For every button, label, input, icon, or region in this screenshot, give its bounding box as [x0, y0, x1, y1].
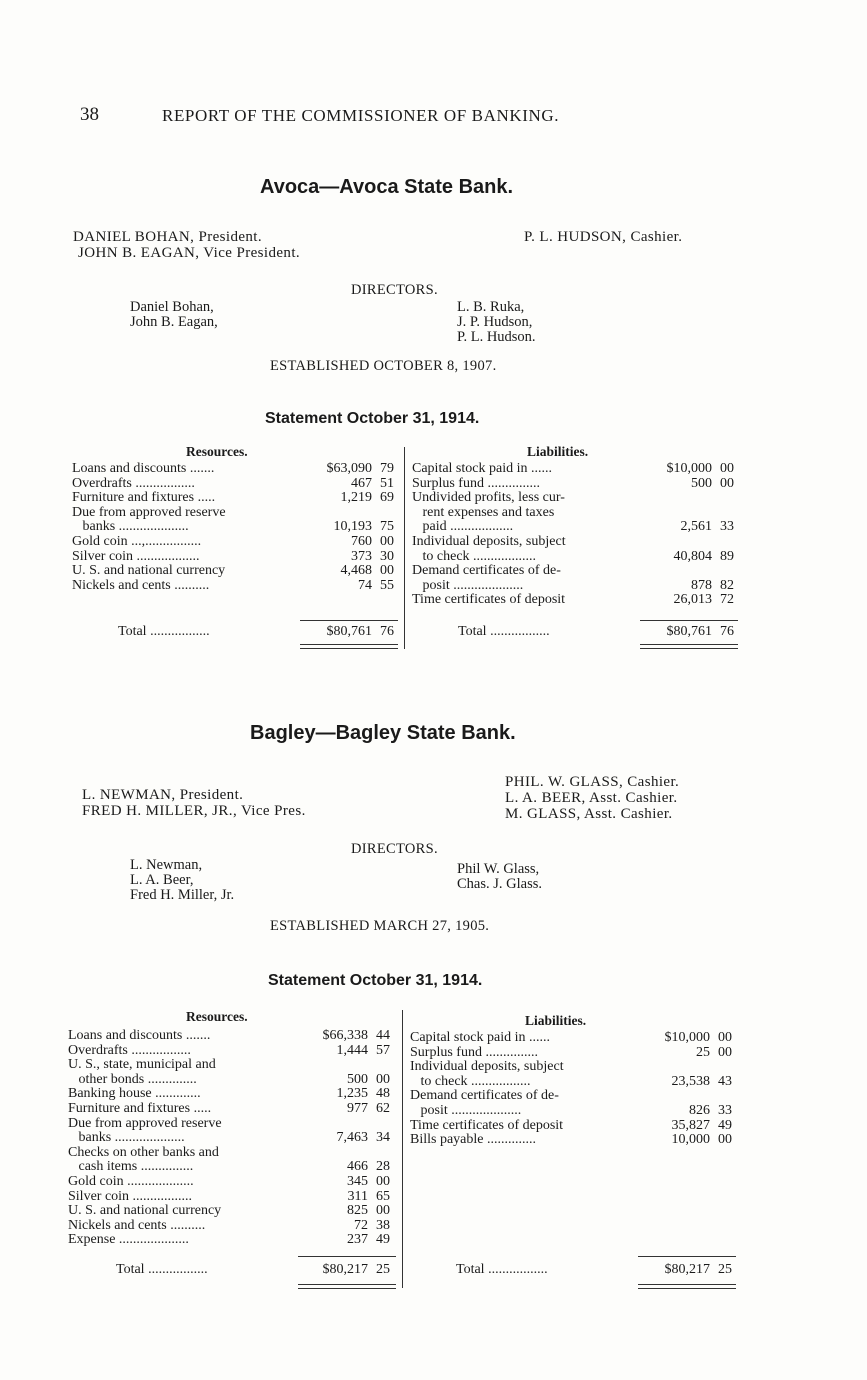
liabilities-table — [412, 462, 742, 608]
table-row — [412, 520, 742, 535]
table-row — [68, 1087, 398, 1102]
amount-cents: 00 — [718, 1132, 732, 1148]
row-label: Individual deposits, subject — [410, 1059, 564, 1075]
column-divider — [404, 447, 405, 649]
total-rule — [640, 620, 738, 621]
table-row — [68, 1058, 398, 1073]
resources-table — [68, 1029, 398, 1248]
row-label: banks .................... — [68, 1130, 185, 1146]
director-name: L. B. Ruka, — [457, 299, 525, 315]
liabilities-table — [410, 1031, 740, 1148]
total-rule — [298, 1256, 396, 1257]
amount-dollars: 977 — [347, 1100, 368, 1116]
statement-title: Statement October 31, 1914. — [268, 972, 483, 989]
amount-dollars: 878 — [691, 577, 712, 593]
amount-dollars: 467 — [351, 475, 372, 491]
director-name: Daniel Bohan, — [130, 299, 214, 315]
table-row — [68, 1102, 398, 1117]
table-row — [410, 1075, 740, 1090]
amount-dollars: 1,219 — [340, 490, 372, 506]
amount-cents: 00 — [376, 1173, 390, 1189]
amount-dollars: $80,761 — [326, 624, 372, 639]
table-row — [72, 564, 402, 579]
row-label: Due from approved reserve — [68, 1115, 222, 1131]
row-label: Total ................. — [116, 1262, 208, 1277]
table-row — [72, 491, 402, 506]
amount-dollars: $66,338 — [322, 1028, 368, 1043]
officer-president: DANIEL BOHAN, President. — [73, 229, 263, 245]
table-row — [68, 1175, 398, 1190]
row-label: to check ................. — [410, 1073, 531, 1089]
officer-asst-cashier: M. GLASS, Asst. Cashier. — [505, 806, 673, 822]
row-label: Surplus fund ............... — [412, 475, 540, 491]
amount-dollars: $80,761 — [666, 624, 712, 639]
row-label: Demand certificates of de- — [412, 563, 561, 579]
table-row — [68, 1160, 398, 1175]
bank-title: Bagley—Bagley State Bank. — [250, 722, 516, 744]
directors-heading: DIRECTORS. — [351, 841, 438, 857]
table-row — [410, 1089, 740, 1104]
resources-heading: Resources. — [186, 444, 248, 459]
table-row — [410, 1046, 740, 1061]
table-row — [412, 593, 742, 608]
amount-dollars: 10,000 — [671, 1132, 710, 1148]
row-label: Time certificates of deposit — [412, 592, 566, 608]
total-double-rule — [298, 1284, 396, 1285]
liabilities-total — [412, 625, 742, 640]
amount-cents: 65 — [376, 1188, 390, 1204]
amount-dollars: 500 — [691, 475, 712, 491]
resources-table — [72, 462, 402, 593]
table-row — [68, 1204, 398, 1219]
table-row — [412, 491, 742, 506]
established-date: ESTABLISHED OCTOBER 8, 1907. — [270, 358, 497, 374]
table-row — [412, 477, 742, 492]
row-label: Total ................. — [118, 624, 210, 639]
amount-cents: 79 — [380, 461, 394, 476]
table-row — [68, 1219, 398, 1234]
amount-dollars: $10,000 — [664, 1030, 710, 1045]
established-date: ESTABLISHED MARCH 27, 1905. — [270, 918, 490, 934]
liabilities-heading: Liabilities. — [525, 1013, 587, 1028]
amount-cents: 00 — [718, 1030, 732, 1045]
director-name: John B. Eagan, — [130, 314, 218, 330]
row-label: Furniture and fixtures ..... — [72, 490, 216, 506]
amount-cents: 75 — [380, 519, 394, 535]
liabilities-total — [410, 1263, 740, 1278]
amount-dollars: 500 — [347, 1071, 368, 1087]
row-label: U. S., state, municipal and — [68, 1057, 216, 1073]
amount-dollars: 826 — [689, 1102, 710, 1118]
officer-cashier: P. L. HUDSON, Cashier. — [524, 229, 683, 245]
table-row — [72, 535, 402, 550]
row-label: Gold coin ................... — [68, 1173, 194, 1189]
row-label: U. S. and national currency — [72, 563, 226, 579]
row-label: cash items ............... — [68, 1159, 194, 1175]
amount-cents: 76 — [380, 624, 394, 639]
amount-cents: 62 — [376, 1100, 390, 1116]
total-rule — [638, 1256, 736, 1257]
column-divider — [402, 1010, 403, 1288]
row-label: Time certificates of deposit — [410, 1117, 564, 1133]
amount-dollars: 7,463 — [336, 1130, 368, 1146]
row-label: Overdrafts ................. — [68, 1042, 191, 1058]
amount-dollars: 26,013 — [673, 592, 712, 608]
amount-dollars: $80,217 — [322, 1262, 368, 1277]
row-label: Loans and discounts ....... — [72, 461, 215, 476]
table-row — [410, 1104, 740, 1119]
table-row — [410, 1133, 740, 1148]
table-row — [412, 535, 742, 550]
amount-cents: 00 — [376, 1203, 390, 1219]
table-row — [410, 1031, 740, 1046]
row-label: Capital stock paid in ...... — [412, 461, 552, 476]
director-name: Chas. J. Glass. — [457, 876, 542, 892]
table-row — [72, 550, 402, 565]
row-label: paid .................. — [412, 519, 514, 535]
total-rule — [300, 620, 398, 621]
table-row — [68, 1190, 398, 1205]
director-name: P. L. Hudson. — [457, 329, 536, 345]
amount-dollars: 1,235 — [336, 1086, 368, 1102]
officer-asst-cashier: L. A. BEER, Asst. Cashier. — [505, 790, 678, 806]
row-label: Overdrafts ................. — [72, 475, 195, 491]
total-double-rule — [298, 1288, 396, 1289]
amount-dollars: 25 — [696, 1044, 710, 1060]
amount-dollars: 825 — [347, 1203, 368, 1219]
amount-cents: 00 — [380, 563, 394, 579]
amount-cents: 51 — [380, 475, 394, 491]
resources-heading: Resources. — [186, 1009, 248, 1024]
row-label: Silver coin ................. — [68, 1188, 193, 1204]
amount-dollars: 311 — [347, 1188, 368, 1204]
amount-cents: 28 — [376, 1159, 390, 1175]
row-label: Gold coin ...,................ — [72, 533, 202, 549]
row-label: posit .................... — [412, 577, 524, 593]
resources-total — [72, 625, 402, 640]
row-label: Nickels and cents .......... — [68, 1217, 206, 1233]
director-name: Phil W. Glass, — [457, 861, 540, 877]
directors-heading: DIRECTORS. — [351, 282, 438, 298]
table-row — [72, 579, 402, 594]
amount-cents: 00 — [720, 475, 734, 491]
table-row — [68, 1146, 398, 1161]
amount-dollars: 35,827 — [671, 1117, 710, 1133]
total-double-rule — [640, 644, 738, 645]
amount-cents: 25 — [376, 1262, 390, 1277]
table-row — [68, 1029, 398, 1044]
amount-cents: 43 — [718, 1073, 732, 1089]
table-row — [72, 520, 402, 535]
amount-cents: 49 — [718, 1117, 732, 1133]
resources-total — [68, 1263, 398, 1278]
amount-dollars: 72 — [354, 1217, 368, 1233]
row-label: Checks on other banks and — [68, 1144, 219, 1160]
table-row — [72, 477, 402, 492]
director-name: J. P. Hudson, — [457, 314, 533, 330]
director-name: Fred H. Miller, Jr. — [130, 887, 235, 903]
row-label: Total ................. — [458, 624, 550, 639]
row-label: Expense .................... — [68, 1232, 189, 1248]
amount-cents: 33 — [720, 519, 734, 535]
table-row — [410, 1060, 740, 1075]
amount-dollars: $10,000 — [666, 461, 712, 476]
amount-cents: 38 — [376, 1217, 390, 1233]
amount-dollars: 373 — [351, 548, 372, 564]
row-label: Undivided profits, less cur- — [412, 490, 565, 506]
amount-cents: 00 — [376, 1071, 390, 1087]
amount-cents: 00 — [380, 533, 394, 549]
statement-title: Statement October 31, 1914. — [265, 410, 480, 427]
table-row — [68, 1233, 398, 1248]
officer-vice-president: FRED H. MILLER, JR., Vice Pres. — [82, 803, 306, 819]
officer-cashier: PHIL. W. GLASS, Cashier. — [505, 774, 680, 790]
amount-cents: 00 — [720, 461, 734, 476]
row-label: Surplus fund ............... — [410, 1044, 538, 1060]
row-label: banks .................... — [72, 519, 189, 535]
total-double-rule — [638, 1288, 736, 1289]
table-row — [412, 506, 742, 521]
amount-cents: 48 — [376, 1086, 390, 1102]
row-label: to check .................. — [412, 548, 537, 564]
row-label: rent expenses and taxes — [412, 504, 555, 520]
page-number: 38 — [80, 104, 99, 125]
bank-title: Avoca—Avoca State Bank. — [260, 176, 514, 198]
liabilities-heading: Liabilities. — [527, 444, 589, 459]
row-label: Individual deposits, subject — [412, 533, 566, 549]
amount-cents: 25 — [718, 1262, 732, 1277]
row-label: Capital stock paid in ...... — [410, 1030, 550, 1045]
amount-dollars: 466 — [347, 1159, 368, 1175]
row-label: posit .................... — [410, 1102, 522, 1118]
amount-cents: 00 — [718, 1044, 732, 1060]
amount-cents: 72 — [720, 592, 734, 608]
row-label: Nickels and cents .......... — [72, 577, 210, 593]
table-row — [412, 579, 742, 594]
total-double-rule — [300, 648, 398, 649]
table-row — [68, 1117, 398, 1132]
table-row — [68, 1131, 398, 1146]
amount-dollars: 4,468 — [340, 563, 372, 579]
table-row — [412, 564, 742, 579]
amount-cents: 76 — [720, 624, 734, 639]
amount-dollars: 23,538 — [671, 1073, 710, 1089]
total-double-rule — [300, 644, 398, 645]
director-name: L. A. Beer, — [130, 872, 194, 888]
amount-dollars: 237 — [347, 1232, 368, 1248]
amount-cents: 82 — [720, 577, 734, 593]
row-label: Loans and discounts ....... — [68, 1028, 211, 1043]
row-label: Due from approved reserve — [72, 504, 226, 520]
table-row — [68, 1073, 398, 1088]
table-row — [68, 1044, 398, 1059]
amount-cents: 57 — [376, 1042, 390, 1058]
director-name: L. Newman, — [130, 857, 203, 873]
amount-dollars: 10,193 — [333, 519, 372, 535]
amount-cents: 30 — [380, 548, 394, 564]
table-row — [72, 506, 402, 521]
total-double-rule — [638, 1284, 736, 1285]
amount-cents: 49 — [376, 1232, 390, 1248]
amount-dollars: 345 — [347, 1173, 368, 1189]
row-label: Banking house ............. — [68, 1086, 201, 1102]
amount-dollars: 2,561 — [680, 519, 712, 535]
running-head: REPORT OF THE COMMISSIONER OF BANKING. — [162, 106, 560, 125]
amount-cents: 69 — [380, 490, 394, 506]
row-label: Silver coin .................. — [72, 548, 200, 564]
amount-cents: 55 — [380, 577, 394, 593]
amount-dollars: $80,217 — [664, 1262, 710, 1277]
officer-vice-president: JOHN B. EAGAN, Vice President. — [78, 245, 301, 261]
table-row — [412, 550, 742, 565]
amount-dollars: 1,444 — [336, 1042, 368, 1058]
amount-cents: 33 — [718, 1102, 732, 1118]
officer-president: L. NEWMAN, President. — [82, 787, 244, 803]
row-label: Bills payable .............. — [410, 1132, 536, 1148]
amount-cents: 34 — [376, 1130, 390, 1146]
row-label: U. S. and national currency — [68, 1203, 222, 1219]
row-label: Furniture and fixtures ..... — [68, 1100, 212, 1116]
amount-dollars: 74 — [358, 577, 372, 593]
amount-cents: 44 — [376, 1028, 390, 1043]
row-label: Demand certificates of de- — [410, 1088, 559, 1104]
table-row — [72, 462, 402, 477]
amount-dollars: 760 — [351, 533, 372, 549]
table-row — [412, 462, 742, 477]
amount-dollars: $63,090 — [326, 461, 372, 476]
amount-dollars: 40,804 — [673, 548, 712, 564]
row-label: Total ................. — [456, 1262, 548, 1277]
table-row — [410, 1119, 740, 1134]
row-label: other bonds .............. — [68, 1071, 197, 1087]
amount-cents: 89 — [720, 548, 734, 564]
total-double-rule — [640, 648, 738, 649]
